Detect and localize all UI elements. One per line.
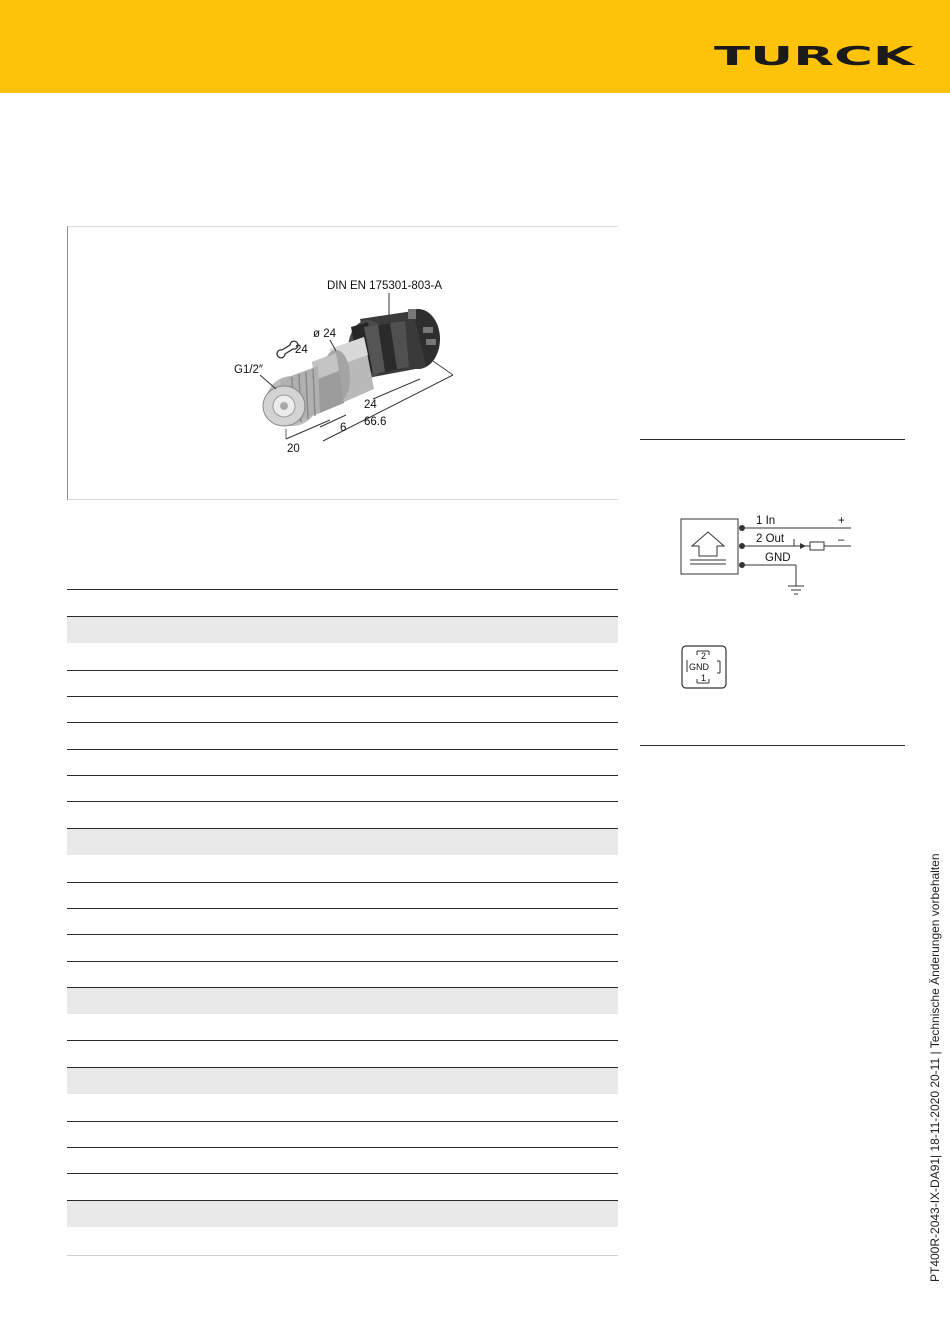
table-row [67, 1200, 618, 1227]
table-row [67, 908, 618, 934]
dimension-drawing [67, 226, 618, 500]
table-row [67, 589, 618, 616]
turck-logo [712, 44, 916, 68]
table-row [67, 696, 618, 722]
table-row [67, 961, 618, 987]
table-row [67, 934, 618, 961]
right-column-rule-bottom [640, 745, 905, 746]
table-row [67, 882, 618, 908]
table-row [67, 1227, 618, 1255]
wire-pin2-label: 2 Out [756, 533, 785, 545]
dim-housing-length: 24 [364, 399, 377, 411]
pinout-pin2: 2 [701, 651, 707, 661]
table-row [67, 775, 618, 801]
pinout-pin1: 1 [701, 673, 707, 683]
table-bottom-rule [67, 1255, 618, 1256]
table-row [67, 1147, 618, 1173]
wire-pin1-label: 1 In [756, 515, 776, 527]
dim-collar: 6 [340, 422, 347, 434]
dim-diameter: ø 24 [313, 328, 337, 340]
table-row [67, 1067, 618, 1094]
dim-thread-length: 20 [287, 443, 300, 455]
table-row [67, 643, 618, 670]
document-footer-note: PT400R-2043-IX-DA91| 18-11-2020 20-11 | Technische Änderungen vorbehalten [928, 853, 942, 1282]
table-row [67, 1173, 618, 1200]
table-row [67, 1121, 618, 1147]
table-row [67, 801, 618, 828]
table-row [67, 749, 618, 775]
spec-table [67, 589, 618, 1256]
header-band [0, 0, 950, 93]
table-row [67, 1040, 618, 1067]
table-row [67, 1094, 618, 1121]
table-row [67, 855, 618, 882]
brand-text: TURCK [714, 44, 916, 68]
wire-plus-label: + [838, 515, 845, 527]
sensor-illustration [263, 309, 440, 426]
table-row [67, 616, 618, 643]
connector-pinout [680, 644, 730, 690]
wire-minus-label: – [838, 534, 845, 546]
pressure-sensor-icon [690, 532, 726, 564]
pinout-gnd: GND [689, 662, 709, 672]
table-row [67, 987, 618, 1014]
table-row [67, 670, 618, 696]
dim-thread: G1/2″ [234, 364, 264, 376]
table-row [67, 1014, 618, 1040]
table-row [67, 722, 618, 749]
right-column-rule-top [640, 439, 905, 440]
wiring-diagram [676, 508, 866, 600]
wire-gnd-label: GND [765, 552, 791, 564]
dim-wrench-size: 24 [295, 344, 308, 356]
dim-total-length: 66.6 [364, 416, 387, 428]
connector-standard-label: DIN EN 175301-803-A [327, 280, 443, 292]
table-row [67, 828, 618, 855]
